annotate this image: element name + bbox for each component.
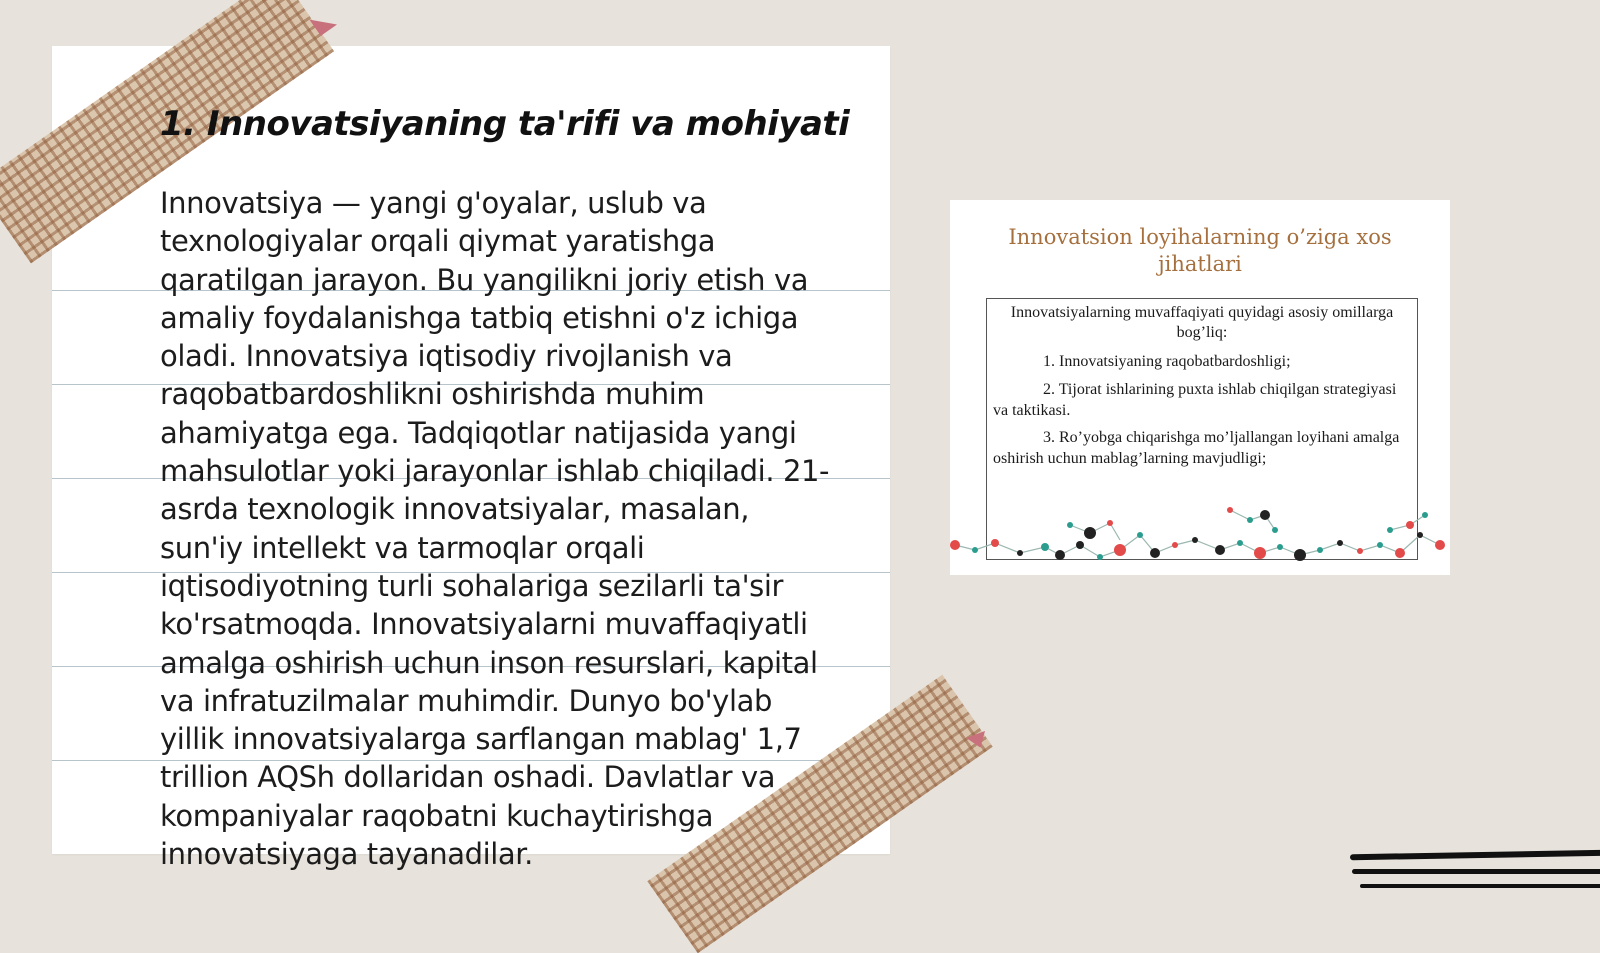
image-list-item: 3. Ro’yobga chiqarishga mo’ljallangan loyihani amalga oshirish uchun mablag’larning mavjudligi; [993,429,1400,467]
slide-title: 1. Innovatsiyaning ta'rifi va mohiyati [160,104,850,144]
image-intro: Innovatsiyalarning muvaffaqiyati quyidagi asosiy omillarga bog’liq: [1010,304,1394,341]
slide-body-text: Innovatsiya — yangi g'oyalar, uslub va texnologiyalar orqali qiymat yaratishga qaratilgan jarayon. Bu yangilikni joriy etish va amaliy foydalanishga tatbiq etishni o'z ichiga oladi. Innovatsiya iqtisodiy rivojlanish va raqobatbardoshlikni oshirishda muhim ahamiyatga ega. Tadqiqotlar natijasida yangi mahsulotlar yoki jarayonlar ishlab chiqiladi. 21-asrda texnologik innovatsiyalar, masalan, sun'iy intellekt va tarmoqlar orqali iqtisodiyotning turli sohalariga sezilarli ta'sir ko'rsatmoqda. Innovatsiyalarni muvaffaqiyatli amalga oshirish uchun inson resurslari, kapital va infratuzilmalar muhimdir. Dunyo bo'ylab yillik innovatsiyalarga sarflangan mablag' 1,7 trillion AQSh dollaridan oshadi. Davlatlar va kompaniyalar raqobatni kuchaytirishga innovatsiyaga tayanadilar. [160,186,830,872]
image-list-item: 1. Innovatsiyaning raqobatbardoshligi; [1043,353,1291,370]
embedded-slide-image [950,200,1450,575]
brush-stroke [1350,850,1600,861]
brush-stroke [1352,869,1600,874]
image-list-item: 2. Tijorat ishlarining puxta ishlab chiqilgan strategiyasi va taktikasi. [993,381,1397,419]
molecule-decoration [950,495,1450,575]
brush-stroke [1360,884,1600,888]
image-title: Innovatsion loyihalarning o’ziga xos jihatlari [1008,225,1392,276]
